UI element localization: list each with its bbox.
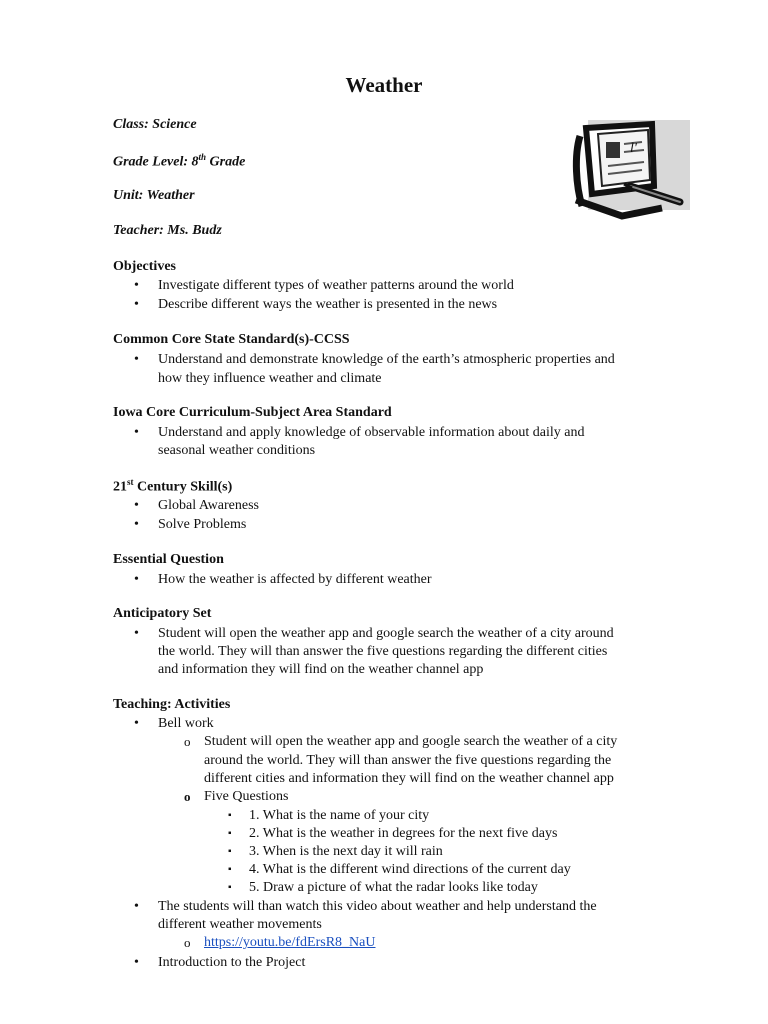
ccss-item-line: Understand and demonstrate knowledge of the earth’s atmospheric properties and <box>158 352 615 367</box>
bell-work-sub-line: different cities and information they will find on the weather channel app <box>204 771 614 786</box>
page-title: Weather <box>345 73 423 97</box>
ccss-heading: Common Core State Standard(s)-CCSS <box>113 332 350 347</box>
grade-level-superscript: th <box>198 152 207 162</box>
bullet-icon: • <box>134 716 139 731</box>
anticipatory-line: and information they will find on the weather channel app <box>158 662 484 677</box>
iowa-item-line: Understand and apply knowledge of observable information about daily and <box>158 425 585 440</box>
video-item-line: The students will than watch this video about weather and help understand the <box>158 899 597 914</box>
bullet-icon: • <box>134 955 139 970</box>
square-bullet-icon: ▪ <box>228 846 232 857</box>
five-questions-item: Five Questions <box>204 789 289 804</box>
bell-work-sub-line: Student will open the weather app and google search the weather of a city <box>204 734 618 749</box>
iowa-standard-heading: Iowa Core Curriculum-Subject Area Standard <box>113 405 392 420</box>
bullet-icon: • <box>134 352 139 367</box>
bullet-icon: • <box>134 498 139 513</box>
anticipatory-line: Student will open the weather app and google search the weather of a city around <box>158 626 614 641</box>
anticipatory-line: the world. They will than answer the five questions regarding the different cities <box>158 644 608 659</box>
grade-level-label <box>113 152 245 171</box>
essential-question-item: How the weather is affected by different weather <box>158 572 432 587</box>
bullet-icon: • <box>134 517 139 532</box>
century-skills-heading <box>113 477 232 496</box>
question-item: 4. What is the different wind directions of the current day <box>249 862 571 877</box>
circle-bullet-icon: o <box>184 935 191 950</box>
iowa-item-line: seasonal weather conditions <box>158 443 316 458</box>
bell-work-item: Bell work <box>158 716 214 731</box>
square-bullet-icon: ▪ <box>228 864 232 875</box>
anticipatory-set-heading: Anticipatory Set <box>113 606 212 621</box>
square-bullet-icon: ▪ <box>228 810 232 821</box>
bullet-icon: • <box>134 626 139 641</box>
square-bullet-icon: ▪ <box>228 882 232 893</box>
question-item: 2. What is the weather in degrees for the next five days <box>249 826 558 841</box>
skill-item: Global Awareness <box>158 498 259 513</box>
video-item-line: different weather movements <box>158 917 322 932</box>
unit-label: Unit: Weather <box>113 188 195 203</box>
grade-level-prefix: Grade Level: 8 <box>113 154 199 170</box>
century-skills-suffix: Century Skill(s) <box>133 479 233 495</box>
circle-bullet-icon: o <box>184 734 191 749</box>
square-bullet-icon: ▪ <box>228 828 232 839</box>
ccss-item-line: how they influence weather and climate <box>158 371 382 386</box>
bullet-icon: • <box>134 425 139 440</box>
class-label: Class: Science <box>113 117 197 132</box>
century-skills-superscript: st <box>127 477 134 487</box>
bullet-icon: • <box>134 278 139 293</box>
question-item: 1. What is the name of your city <box>249 808 430 823</box>
question-item: 3. When is the next day it will rain <box>249 844 443 859</box>
century-skills-prefix: 21 <box>113 479 127 495</box>
objective-item: Investigate different types of weather patterns around the world <box>158 278 514 293</box>
objectives-heading: Objectives <box>113 259 176 274</box>
bullet-icon: • <box>134 297 139 312</box>
svg-text:l': l' <box>630 141 637 156</box>
notebook-clipart-icon <box>572 116 692 224</box>
essential-question-heading: Essential Question <box>113 552 224 567</box>
circle-bullet-icon: o <box>184 789 191 804</box>
teacher-label: Teacher: Ms. Budz <box>113 223 222 238</box>
bullet-icon: • <box>134 899 139 914</box>
bullet-icon: • <box>134 572 139 587</box>
video-link[interactable]: https://youtu.be/fdErsR8_NaU <box>204 935 376 950</box>
intro-project-item: Introduction to the Project <box>158 955 306 970</box>
question-item: 5. Draw a picture of what the radar looks like today <box>249 880 538 895</box>
skill-item: Solve Problems <box>158 517 247 532</box>
bell-work-sub-line: around the world. They will than answer the five questions regarding the <box>204 753 612 768</box>
teaching-activities-heading: Teaching: Activities <box>113 697 231 712</box>
grade-level-suffix: Grade <box>206 154 246 170</box>
objective-item: Describe different ways the weather is presented in the news <box>158 297 498 312</box>
